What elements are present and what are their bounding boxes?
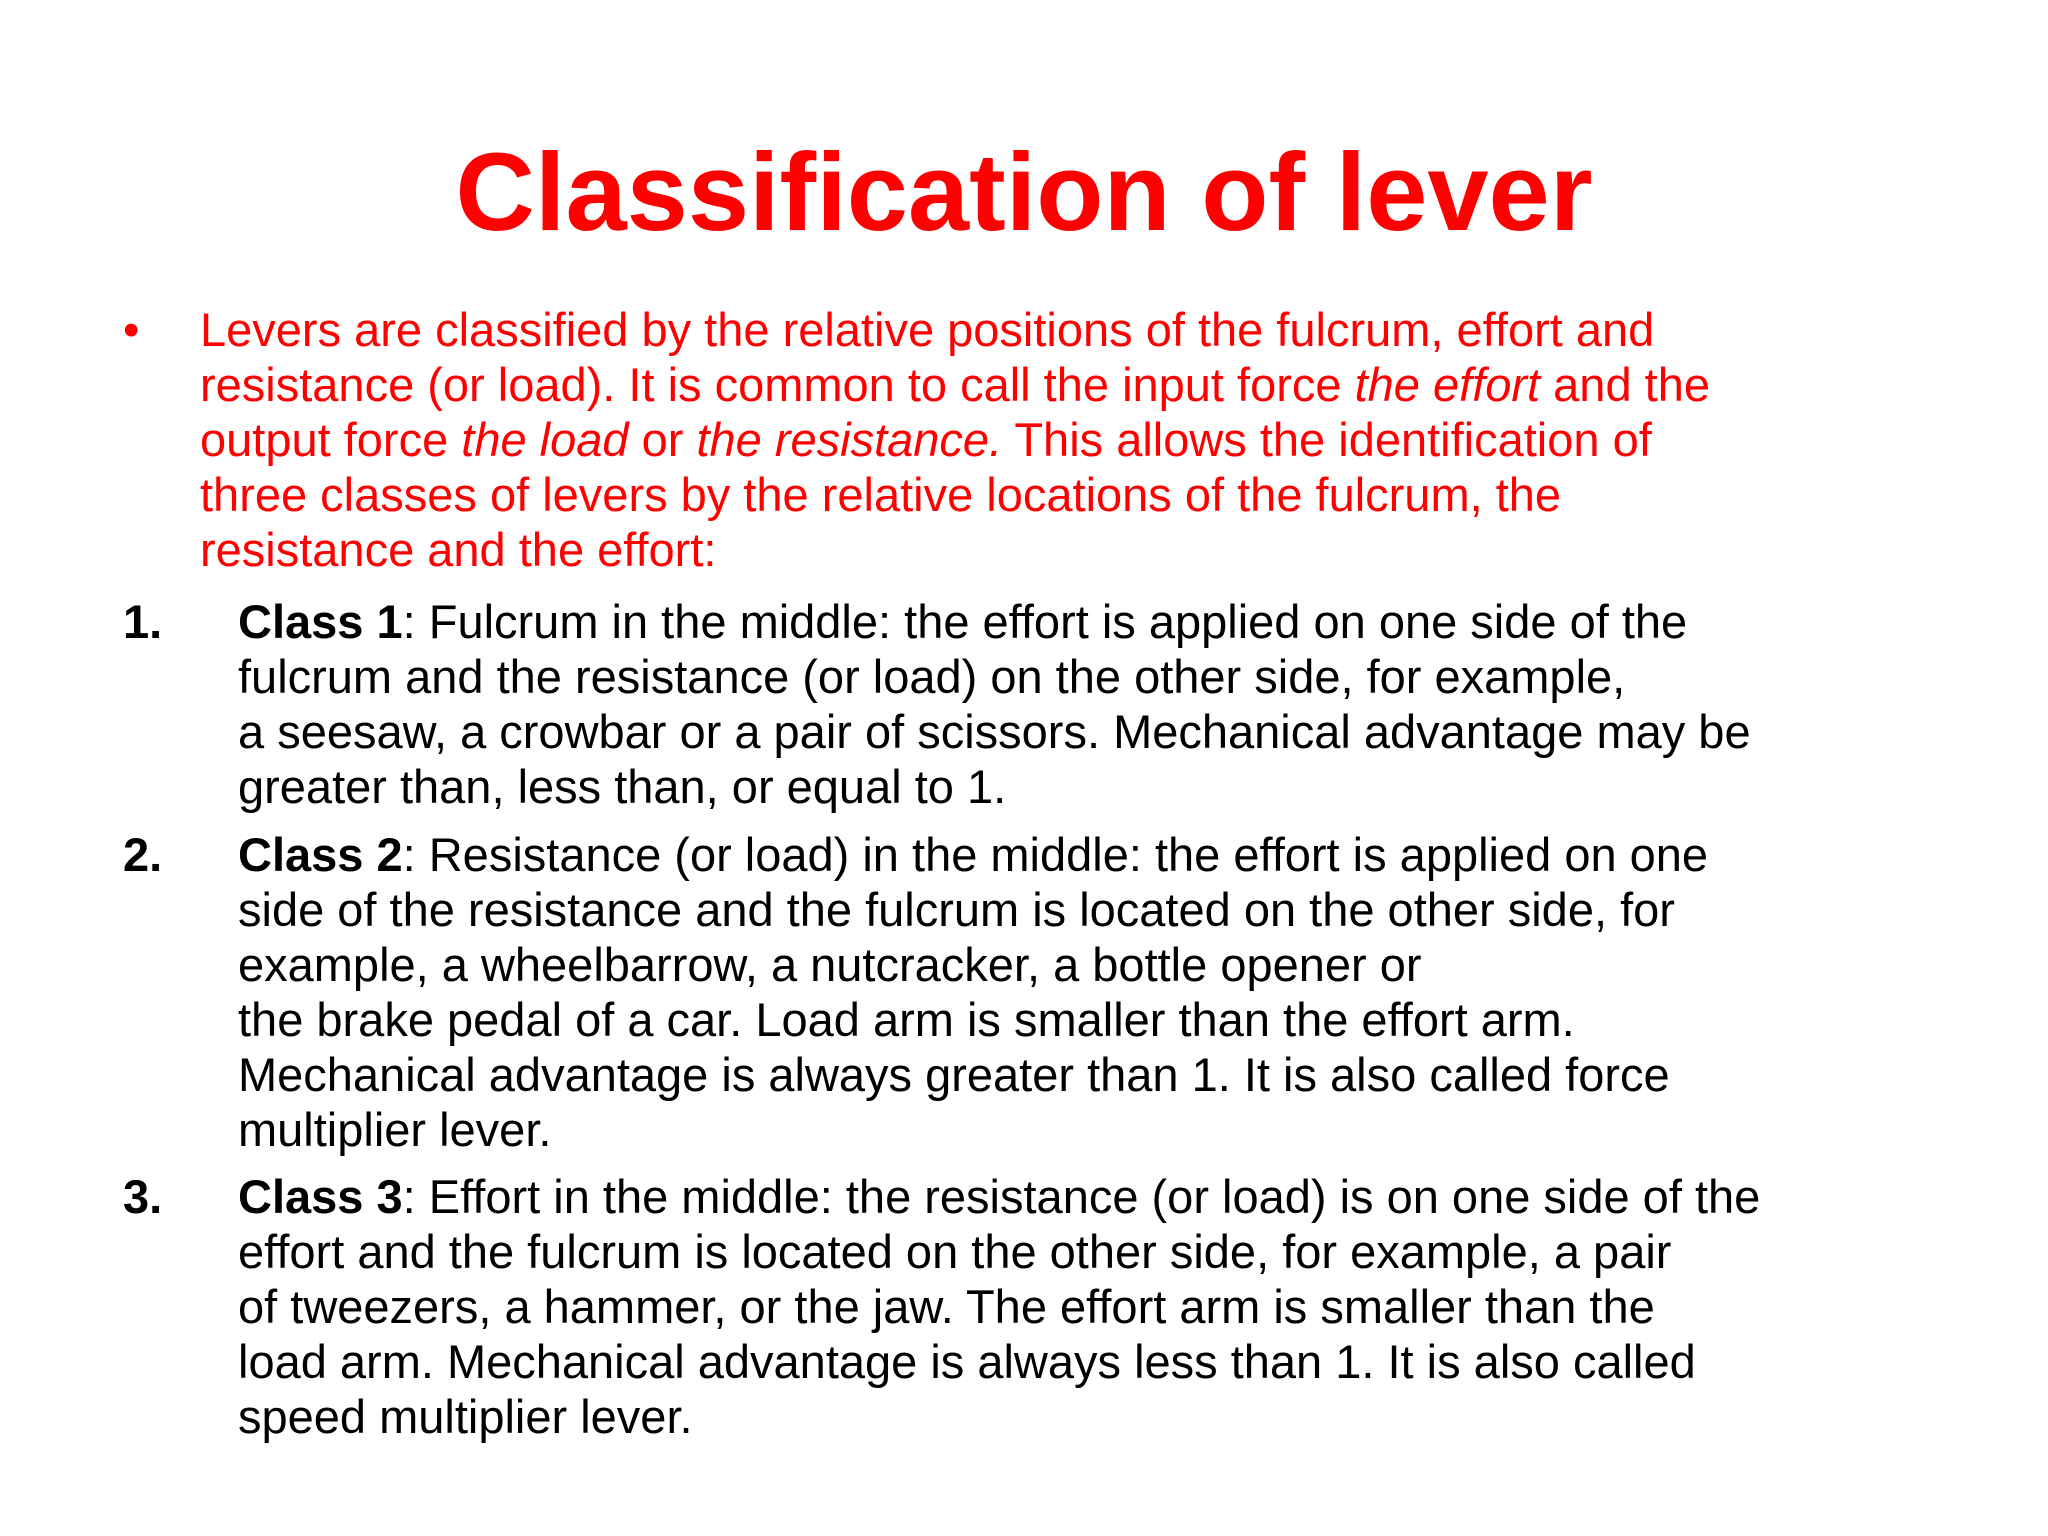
list-line xyxy=(238,594,1938,649)
list-line: fulcrum and the resistance (or load) on the other side, for example, xyxy=(238,650,1626,703)
list-line: side of the resistance and the fulcrum is located on the other side, for xyxy=(238,883,1675,936)
text-run: Levers are classified by the relative positions of the fulcrum, effort and xyxy=(200,303,1655,356)
list-line xyxy=(238,1169,1938,1224)
bullet-line-4 xyxy=(200,467,1920,522)
bullet-line-5 xyxy=(200,522,1920,577)
list-number-1: 1. xyxy=(123,595,163,648)
list-line: multiplier lever. xyxy=(238,1103,552,1156)
text-run: : Fulcrum in the middle: the effort is applied on one side of the xyxy=(402,595,1688,648)
text-run: three classes of levers by the relative locations of the fulcrum, the xyxy=(200,468,1562,521)
bullet-line-2 xyxy=(200,357,1920,412)
text-run: : Effort in the middle: the resistance (or load) is on one side of the xyxy=(402,1170,1761,1223)
text-run: resistance (or load). It is common to call the input force xyxy=(200,358,1355,411)
list-line: Mechanical advantage is always greater than 1. It is also called force xyxy=(238,1048,1670,1101)
list-number-2: 2. xyxy=(123,828,163,881)
list-line: the brake pedal of a car. Load arm is smaller than the effort arm. xyxy=(238,993,1575,1046)
text-run: or xyxy=(628,413,697,466)
list-item-class-3 xyxy=(238,1169,1938,1444)
bullet-line-3 xyxy=(200,412,1920,467)
italic-term: the load xyxy=(461,413,629,466)
italic-term: the resistance. xyxy=(696,413,1003,466)
text-run: output force xyxy=(200,413,462,466)
class-label: Class 2 xyxy=(238,828,403,881)
list-line: a seesaw, a crowbar or a pair of scissors. Mechanical advantage may be xyxy=(238,705,1751,758)
list-line: example, a wheelbarrow, a nutcracker, a bottle opener or xyxy=(238,938,1422,991)
list-line: of tweezers, a hammer, or the jaw. The effort arm is smaller than the xyxy=(238,1280,1655,1333)
list-line: speed multiplier lever. xyxy=(238,1390,693,1443)
list-number-3: 3. xyxy=(123,1170,163,1223)
bullet-line-1 xyxy=(200,302,1920,357)
list-item-class-1 xyxy=(238,594,1938,814)
list-line: effort and the fulcrum is located on the other side, for example, a pair xyxy=(238,1225,1672,1278)
list-line xyxy=(238,827,1938,882)
italic-term: the effort xyxy=(1354,358,1541,411)
class-label: Class 3 xyxy=(238,1170,403,1223)
text-run: This allows the identification of xyxy=(1002,413,1652,466)
bullet-marker: • xyxy=(123,303,140,356)
class-label: Class 1 xyxy=(238,595,403,648)
text-run: : Resistance (or load) in the middle: the effort is applied on one xyxy=(402,828,1709,881)
text-run: and the xyxy=(1540,358,1710,411)
list-line: greater than, less than, or equal to 1. xyxy=(238,760,1007,813)
bullet-paragraph xyxy=(200,302,1920,577)
list-item-class-2 xyxy=(238,827,1938,1157)
slide-title: Classification of lever xyxy=(455,131,1593,254)
list-line: load arm. Mechanical advantage is always less than 1. It is also called xyxy=(238,1335,1696,1388)
text-run: resistance and the effort: xyxy=(200,523,717,576)
